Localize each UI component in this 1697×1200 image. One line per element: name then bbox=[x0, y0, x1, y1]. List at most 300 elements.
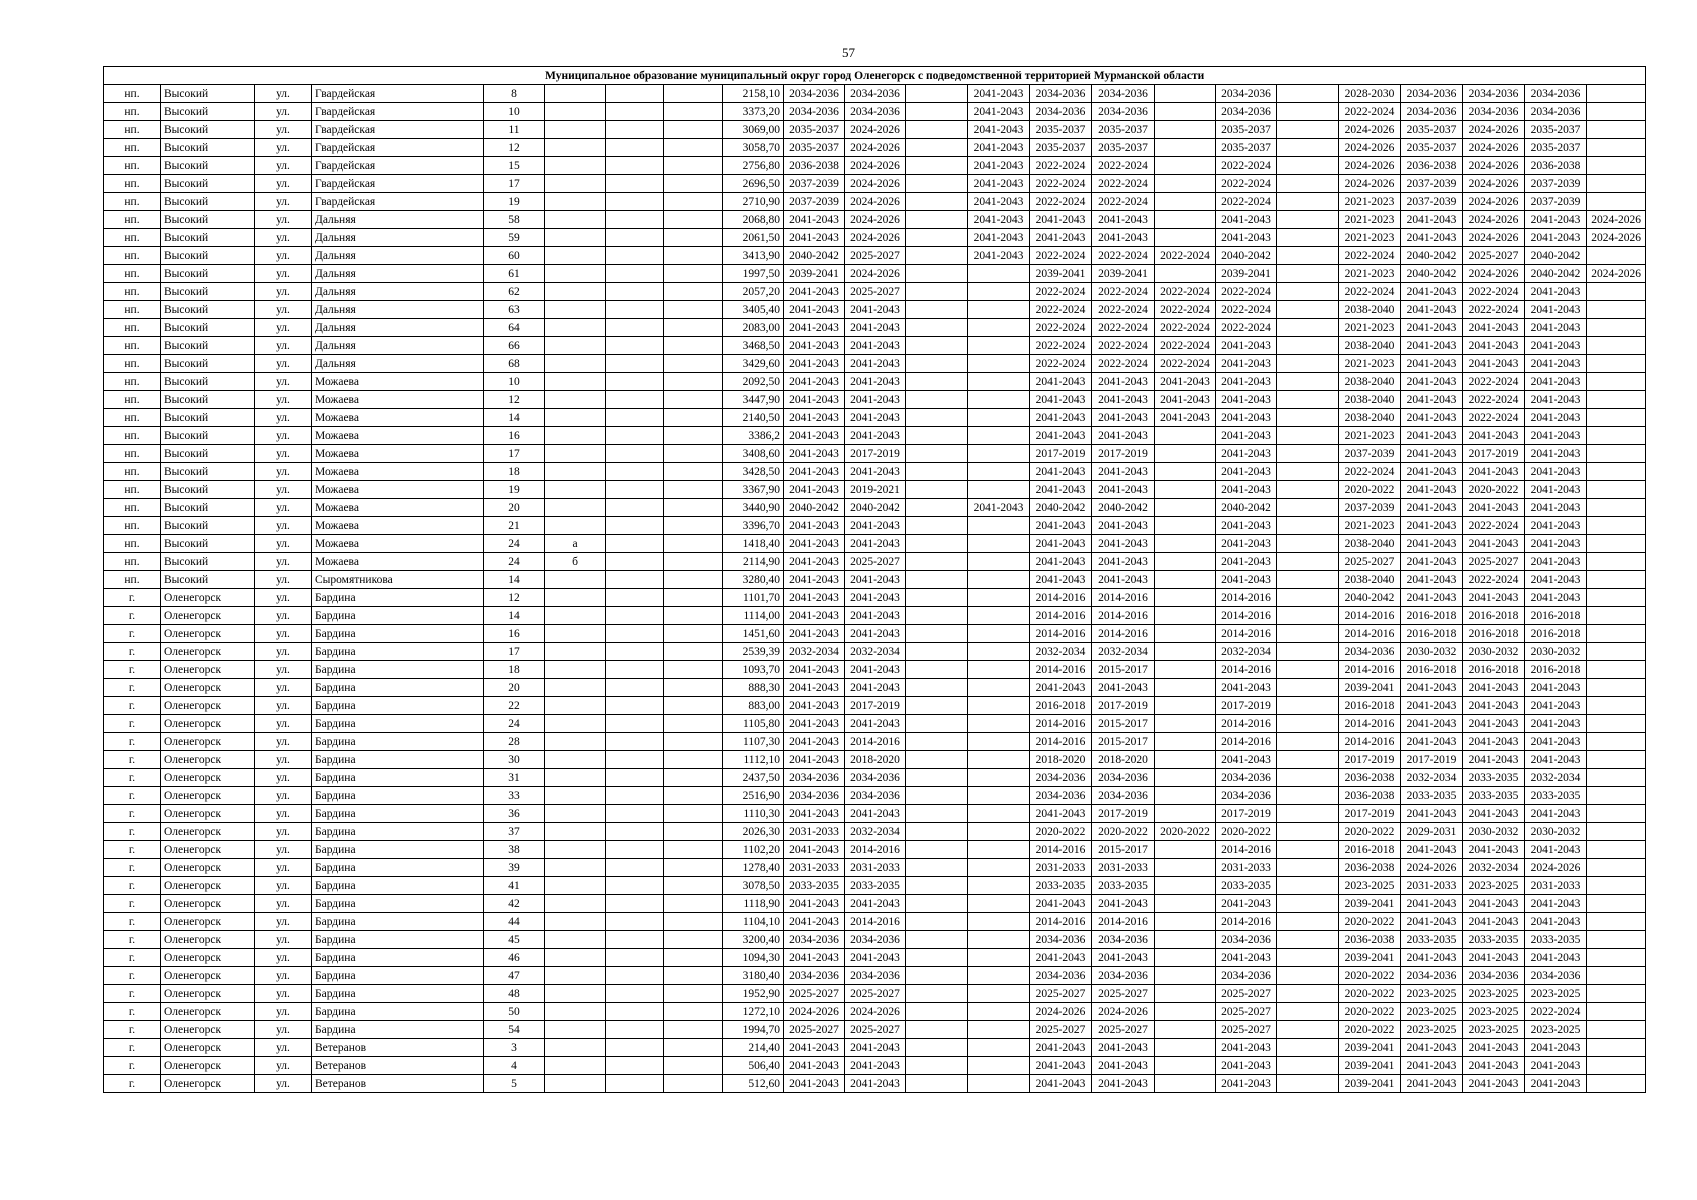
table-cell: 2041-2043 bbox=[784, 733, 845, 751]
table-row bbox=[104, 517, 1646, 535]
table-cell bbox=[1277, 589, 1339, 607]
table-cell: ул. bbox=[255, 445, 312, 463]
table-cell bbox=[606, 841, 664, 859]
table-cell: 2041-2043 bbox=[784, 607, 845, 625]
table-cell: ул. bbox=[255, 733, 312, 751]
table-cell: 2038-2040 bbox=[1339, 535, 1401, 553]
table-cell: 2023-2025 bbox=[1463, 877, 1525, 895]
table-cell: 2041-2043 bbox=[968, 229, 1030, 247]
table-row bbox=[104, 643, 1646, 661]
table-cell: Бардина bbox=[312, 805, 484, 823]
page-number: 57 bbox=[842, 45, 855, 60]
table-cell: 2041-2043 bbox=[845, 661, 906, 679]
table-cell bbox=[1587, 139, 1646, 157]
table-cell: ул. bbox=[255, 949, 312, 967]
table-cell bbox=[606, 211, 664, 229]
table-cell: 2032-2034 bbox=[1216, 643, 1277, 661]
table-cell: 2034-2036 bbox=[1092, 967, 1155, 985]
table-cell: ул. bbox=[255, 1057, 312, 1075]
table-cell: 2024-2026 bbox=[845, 175, 906, 193]
table-cell: 2034-2036 bbox=[1216, 931, 1277, 949]
table-cell: нп. bbox=[104, 229, 161, 247]
table-cell bbox=[545, 571, 606, 589]
table-cell: 2014-2016 bbox=[1339, 715, 1401, 733]
table-cell: Дальняя bbox=[312, 355, 484, 373]
table-cell: Оленегорск bbox=[161, 949, 255, 967]
table-cell: ул. bbox=[255, 265, 312, 283]
table-cell bbox=[1155, 229, 1216, 247]
table-cell: 2034-2036 bbox=[1216, 85, 1277, 103]
table-cell bbox=[1587, 589, 1646, 607]
table-cell: Можаева bbox=[312, 517, 484, 535]
table-cell: 2041-2043 bbox=[1216, 571, 1277, 589]
table-cell bbox=[664, 769, 723, 787]
table-cell: 2022-2024 bbox=[1092, 283, 1155, 301]
table-cell: 61 bbox=[484, 265, 545, 283]
table-cell: 2041-2043 bbox=[1525, 301, 1587, 319]
table-cell bbox=[1277, 157, 1339, 175]
table-cell: ул. bbox=[255, 859, 312, 877]
table-cell: 2033-2035 bbox=[1525, 931, 1587, 949]
table-cell bbox=[1277, 823, 1339, 841]
table-cell: 2018-2020 bbox=[1092, 751, 1155, 769]
table-cell bbox=[906, 1075, 968, 1093]
table-cell: 2022-2024 bbox=[1030, 193, 1092, 211]
table-cell bbox=[545, 409, 606, 427]
table-cell: 2023-2025 bbox=[1463, 985, 1525, 1003]
table-cell bbox=[906, 625, 968, 643]
table-cell bbox=[1277, 949, 1339, 967]
table-cell: 2020-2022 bbox=[1339, 1021, 1401, 1039]
table-cell: 2041-2043 bbox=[1092, 1057, 1155, 1075]
table-cell: 2041-2043 bbox=[968, 211, 1030, 229]
table-cell bbox=[1587, 679, 1646, 697]
table-cell: ул. bbox=[255, 751, 312, 769]
table-cell: 2023-2025 bbox=[1401, 985, 1463, 1003]
table-cell bbox=[664, 445, 723, 463]
table-cell: 2041-2043 bbox=[1463, 1039, 1525, 1057]
table-cell: ул. bbox=[255, 409, 312, 427]
table-cell bbox=[968, 931, 1030, 949]
table-cell: 2038-2040 bbox=[1339, 373, 1401, 391]
table-cell: Гвардейская bbox=[312, 103, 484, 121]
table-cell bbox=[1277, 841, 1339, 859]
table-cell bbox=[606, 193, 664, 211]
table-cell bbox=[606, 823, 664, 841]
table-cell: 2033-2035 bbox=[1463, 931, 1525, 949]
table-cell: 2034-2036 bbox=[1525, 85, 1587, 103]
table-cell bbox=[1155, 625, 1216, 643]
table-cell: 2023-2025 bbox=[1525, 985, 1587, 1003]
table-cell: 33 bbox=[484, 787, 545, 805]
table-cell: 2035-2037 bbox=[1092, 121, 1155, 139]
table-cell: Высокий bbox=[161, 553, 255, 571]
table-cell: Высокий bbox=[161, 463, 255, 481]
table-cell bbox=[1155, 769, 1216, 787]
table-cell bbox=[1277, 139, 1339, 157]
table-cell bbox=[968, 553, 1030, 571]
table-cell: 2022-2024 bbox=[1463, 517, 1525, 535]
table-cell bbox=[1155, 139, 1216, 157]
table-row bbox=[104, 139, 1646, 157]
table-cell: 2041-2043 bbox=[1525, 715, 1587, 733]
table-cell: 2041-2043 bbox=[1525, 751, 1587, 769]
table-cell bbox=[968, 1075, 1030, 1093]
table-cell: 2022-2024 bbox=[1155, 301, 1216, 319]
table-cell: ул. bbox=[255, 1075, 312, 1093]
table-cell: ул. bbox=[255, 841, 312, 859]
table-cell: 2025-2027 bbox=[1463, 247, 1525, 265]
table-cell: 2021-2023 bbox=[1339, 319, 1401, 337]
table-cell: 2041-2043 bbox=[784, 445, 845, 463]
table-cell bbox=[1155, 787, 1216, 805]
table-cell: 2041-2043 bbox=[1216, 427, 1277, 445]
table-cell: 2041-2043 bbox=[1155, 391, 1216, 409]
table-cell: 2016-2018 bbox=[1339, 841, 1401, 859]
table-cell: 48 bbox=[484, 985, 545, 1003]
table-cell: Оленегорск bbox=[161, 805, 255, 823]
table-row bbox=[104, 85, 1646, 103]
table-cell bbox=[545, 1057, 606, 1075]
table-cell: ул. bbox=[255, 139, 312, 157]
table-cell: Дальняя bbox=[312, 229, 484, 247]
table-cell: 2034-2036 bbox=[1216, 769, 1277, 787]
table-cell: 2022-2024 bbox=[1216, 301, 1277, 319]
table-cell: 2017-2019 bbox=[1216, 697, 1277, 715]
table-row bbox=[104, 247, 1646, 265]
table-cell bbox=[664, 1021, 723, 1039]
table-cell bbox=[664, 157, 723, 175]
table-cell bbox=[906, 427, 968, 445]
table-cell: 2034-2036 bbox=[784, 787, 845, 805]
table-cell: 2022-2024 bbox=[1155, 319, 1216, 337]
table-cell: 2034-2036 bbox=[784, 103, 845, 121]
table-cell: ул. bbox=[255, 355, 312, 373]
table-cell: 2041-2043 bbox=[1401, 211, 1463, 229]
table-row bbox=[104, 589, 1646, 607]
table-cell bbox=[1277, 751, 1339, 769]
table-cell bbox=[545, 337, 606, 355]
table-cell: Высокий bbox=[161, 85, 255, 103]
table-cell: 2022-2024 bbox=[1092, 301, 1155, 319]
table-cell: 888,30 bbox=[723, 679, 784, 697]
table-cell: Бардина bbox=[312, 625, 484, 643]
table-cell: Можаева bbox=[312, 391, 484, 409]
table-row bbox=[104, 913, 1646, 931]
table-cell: Высокий bbox=[161, 427, 255, 445]
table-cell bbox=[1277, 85, 1339, 103]
table-cell bbox=[606, 373, 664, 391]
table-cell: нп. bbox=[104, 247, 161, 265]
table-cell: Бардина bbox=[312, 697, 484, 715]
table-cell bbox=[1155, 859, 1216, 877]
table-cell: 2022-2024 bbox=[1216, 283, 1277, 301]
table-cell: ул. bbox=[255, 1039, 312, 1057]
table-cell bbox=[1155, 121, 1216, 139]
table-cell: Ветеранов bbox=[312, 1039, 484, 1057]
table-cell: 2034-2036 bbox=[1339, 643, 1401, 661]
table-cell bbox=[1277, 229, 1339, 247]
table-cell: 2034-2036 bbox=[1092, 85, 1155, 103]
table-cell: Оленегорск bbox=[161, 751, 255, 769]
table-cell bbox=[1587, 355, 1646, 373]
table-cell: 2034-2036 bbox=[1216, 787, 1277, 805]
table-cell: 2040-2042 bbox=[1525, 247, 1587, 265]
table-cell: нп. bbox=[104, 337, 161, 355]
table-cell bbox=[1277, 571, 1339, 589]
table-cell: 2015-2017 bbox=[1092, 733, 1155, 751]
table-cell: 2024-2026 bbox=[1463, 121, 1525, 139]
table-cell: Бардина bbox=[312, 985, 484, 1003]
table-cell: 19 bbox=[484, 193, 545, 211]
table-cell: 2041-2043 bbox=[1463, 535, 1525, 553]
table-cell: 2024-2026 bbox=[1463, 265, 1525, 283]
table-cell bbox=[1587, 913, 1646, 931]
table-cell: 2041-2043 bbox=[1525, 283, 1587, 301]
table-cell: 2034-2036 bbox=[1092, 103, 1155, 121]
table-cell bbox=[545, 805, 606, 823]
table-cell bbox=[606, 661, 664, 679]
table-cell: Высокий bbox=[161, 139, 255, 157]
table-cell: 2031-2033 bbox=[1216, 859, 1277, 877]
table-cell: 2041-2043 bbox=[1463, 697, 1525, 715]
table-cell: г. bbox=[104, 895, 161, 913]
table-cell bbox=[545, 859, 606, 877]
table-cell: нп. bbox=[104, 463, 161, 481]
table-cell bbox=[1587, 445, 1646, 463]
table-cell bbox=[1587, 157, 1646, 175]
table-cell bbox=[1587, 85, 1646, 103]
table-cell: г. bbox=[104, 823, 161, 841]
table-cell bbox=[1155, 175, 1216, 193]
table-cell: Бардина bbox=[312, 895, 484, 913]
table-cell: 2037-2039 bbox=[1401, 175, 1463, 193]
table-cell bbox=[906, 787, 968, 805]
table-cell bbox=[1587, 949, 1646, 967]
table-cell: 2024-2026 bbox=[1339, 157, 1401, 175]
table-cell bbox=[1587, 409, 1646, 427]
table-cell bbox=[664, 1057, 723, 1075]
table-cell bbox=[1587, 319, 1646, 337]
table-cell: 2025-2027 bbox=[1463, 553, 1525, 571]
table-cell: 2014-2016 bbox=[1339, 733, 1401, 751]
table-cell bbox=[664, 85, 723, 103]
table-row bbox=[104, 949, 1646, 967]
table-cell bbox=[1277, 805, 1339, 823]
table-cell: Высокий bbox=[161, 301, 255, 319]
table-cell bbox=[606, 733, 664, 751]
table-row bbox=[104, 391, 1646, 409]
table-cell bbox=[1587, 985, 1646, 1003]
table-cell: ул. bbox=[255, 697, 312, 715]
table-cell: Оленегорск bbox=[161, 967, 255, 985]
table-cell: 2038-2040 bbox=[1339, 391, 1401, 409]
table-cell: 2039-2041 bbox=[1092, 265, 1155, 283]
table-cell: 2034-2036 bbox=[1525, 103, 1587, 121]
table-cell bbox=[545, 949, 606, 967]
table-cell: нп. bbox=[104, 481, 161, 499]
table-cell: Высокий bbox=[161, 247, 255, 265]
table-row bbox=[104, 373, 1646, 391]
table-cell: 24 bbox=[484, 535, 545, 553]
table-cell bbox=[606, 157, 664, 175]
table-cell bbox=[906, 517, 968, 535]
table-cell: 2014-2016 bbox=[1216, 589, 1277, 607]
table-cell: г. bbox=[104, 751, 161, 769]
table-cell bbox=[606, 517, 664, 535]
table-cell bbox=[906, 463, 968, 481]
table-cell: 1952,90 bbox=[723, 985, 784, 1003]
table-cell: 2041-2043 bbox=[1216, 373, 1277, 391]
table-cell: 2041-2043 bbox=[845, 715, 906, 733]
table-cell bbox=[1155, 463, 1216, 481]
table-cell bbox=[606, 769, 664, 787]
table-cell bbox=[906, 445, 968, 463]
table-cell: 2041-2043 bbox=[1216, 1039, 1277, 1057]
table-cell: нп. bbox=[104, 139, 161, 157]
table-cell: 2039-2041 bbox=[1339, 1075, 1401, 1093]
table-cell bbox=[1587, 769, 1646, 787]
table-cell: 2032-2034 bbox=[845, 823, 906, 841]
table-cell: г. bbox=[104, 697, 161, 715]
table-cell bbox=[1277, 247, 1339, 265]
table-cell: 2024-2026 bbox=[1463, 139, 1525, 157]
table-cell: 2041-2043 bbox=[1401, 463, 1463, 481]
table-cell: ул. bbox=[255, 679, 312, 697]
table-cell bbox=[1277, 103, 1339, 121]
table-cell bbox=[606, 751, 664, 769]
table-cell bbox=[545, 175, 606, 193]
table-cell: 2041-2043 bbox=[784, 337, 845, 355]
table-cell: 2014-2016 bbox=[1339, 607, 1401, 625]
table-cell: г. bbox=[104, 1021, 161, 1039]
table-row bbox=[104, 301, 1646, 319]
table-cell: 2017-2019 bbox=[1339, 805, 1401, 823]
table-cell: 2022-2024 bbox=[1030, 301, 1092, 319]
table-cell: 2038-2040 bbox=[1339, 571, 1401, 589]
table-cell bbox=[545, 985, 606, 1003]
table-cell: Оленегорск bbox=[161, 931, 255, 949]
table-cell: 2041-2043 bbox=[968, 499, 1030, 517]
table-cell: 2041-2043 bbox=[784, 373, 845, 391]
table-cell: 2516,90 bbox=[723, 787, 784, 805]
table-cell bbox=[1277, 733, 1339, 751]
table-cell: 2024-2026 bbox=[1587, 211, 1646, 229]
table-cell: г. bbox=[104, 787, 161, 805]
table-cell: 3428,50 bbox=[723, 463, 784, 481]
table-cell: 2022-2024 bbox=[1092, 157, 1155, 175]
table-cell bbox=[664, 301, 723, 319]
table-cell: 2041-2043 bbox=[1525, 1057, 1587, 1075]
table-cell: Высокий bbox=[161, 175, 255, 193]
table-cell: 2041-2043 bbox=[1216, 229, 1277, 247]
table-cell: 2158,10 bbox=[723, 85, 784, 103]
table-row bbox=[104, 859, 1646, 877]
table-cell bbox=[968, 427, 1030, 445]
table-cell: 2041-2043 bbox=[1401, 589, 1463, 607]
table-cell bbox=[664, 463, 723, 481]
table-cell bbox=[906, 823, 968, 841]
table-cell: ул. bbox=[255, 985, 312, 1003]
table-cell: 17 bbox=[484, 445, 545, 463]
table-cell: 2023-2025 bbox=[1525, 1021, 1587, 1039]
table-cell: 2041-2043 bbox=[1216, 481, 1277, 499]
table-cell: 2041-2043 bbox=[1030, 481, 1092, 499]
table-cell: 2041-2043 bbox=[845, 427, 906, 445]
table-cell: Высокий bbox=[161, 283, 255, 301]
table-cell: 2041-2043 bbox=[784, 589, 845, 607]
table-cell: 2022-2024 bbox=[1339, 283, 1401, 301]
table-cell: 1110,30 bbox=[723, 805, 784, 823]
table-cell: 2015-2017 bbox=[1092, 715, 1155, 733]
table-cell: 2024-2026 bbox=[1463, 157, 1525, 175]
table-cell: 2041-2043 bbox=[1525, 481, 1587, 499]
table-row bbox=[104, 193, 1646, 211]
table-cell: Высокий bbox=[161, 499, 255, 517]
table-cell bbox=[664, 715, 723, 733]
table-cell bbox=[1587, 823, 1646, 841]
table-cell: 1118,90 bbox=[723, 895, 784, 913]
table-cell: Дальняя bbox=[312, 283, 484, 301]
table-cell: 2041-2043 bbox=[968, 247, 1030, 265]
table-cell: Оленегорск bbox=[161, 661, 255, 679]
table-cell bbox=[1155, 751, 1216, 769]
table-cell: нп. bbox=[104, 301, 161, 319]
table-cell bbox=[1277, 1057, 1339, 1075]
table-cell: 2041-2043 bbox=[1525, 1075, 1587, 1093]
table-row bbox=[104, 283, 1646, 301]
table-cell: 2034-2036 bbox=[1401, 967, 1463, 985]
table-cell bbox=[1277, 1039, 1339, 1057]
table-cell: 1101,70 bbox=[723, 589, 784, 607]
table-cell bbox=[968, 391, 1030, 409]
table-cell: 2024-2026 bbox=[1525, 859, 1587, 877]
table-cell: 24 bbox=[484, 553, 545, 571]
table-cell bbox=[968, 697, 1030, 715]
table-cell: 2034-2036 bbox=[784, 931, 845, 949]
table-cell: 2034-2036 bbox=[1030, 85, 1092, 103]
table-cell bbox=[606, 1075, 664, 1093]
table-cell: Оленегорск bbox=[161, 715, 255, 733]
table-cell bbox=[1277, 1075, 1339, 1093]
table-cell: 2020-2022 bbox=[1463, 481, 1525, 499]
table-cell bbox=[906, 553, 968, 571]
table-cell bbox=[1587, 697, 1646, 715]
table-cell bbox=[606, 949, 664, 967]
table-row bbox=[104, 697, 1646, 715]
table-cell: 1272,10 bbox=[723, 1003, 784, 1021]
table-cell: 2041-2043 bbox=[784, 481, 845, 499]
table-cell: 16 bbox=[484, 427, 545, 445]
table-cell: 2039-2041 bbox=[1339, 679, 1401, 697]
table-cell: Можаева bbox=[312, 535, 484, 553]
table-cell bbox=[968, 301, 1030, 319]
table-cell: 2041-2043 bbox=[845, 373, 906, 391]
table-cell: 2014-2016 bbox=[1216, 625, 1277, 643]
table-cell: 2034-2036 bbox=[1216, 967, 1277, 985]
table-cell: 2017-2019 bbox=[845, 445, 906, 463]
table-cell bbox=[906, 733, 968, 751]
table-cell: 2040-2042 bbox=[784, 247, 845, 265]
table-cell bbox=[664, 697, 723, 715]
table-cell bbox=[1587, 715, 1646, 733]
table-cell: ул. bbox=[255, 877, 312, 895]
table-row bbox=[104, 661, 1646, 679]
table-cell: 1114,00 bbox=[723, 607, 784, 625]
table-cell bbox=[606, 103, 664, 121]
table-cell bbox=[545, 823, 606, 841]
table-cell bbox=[545, 751, 606, 769]
